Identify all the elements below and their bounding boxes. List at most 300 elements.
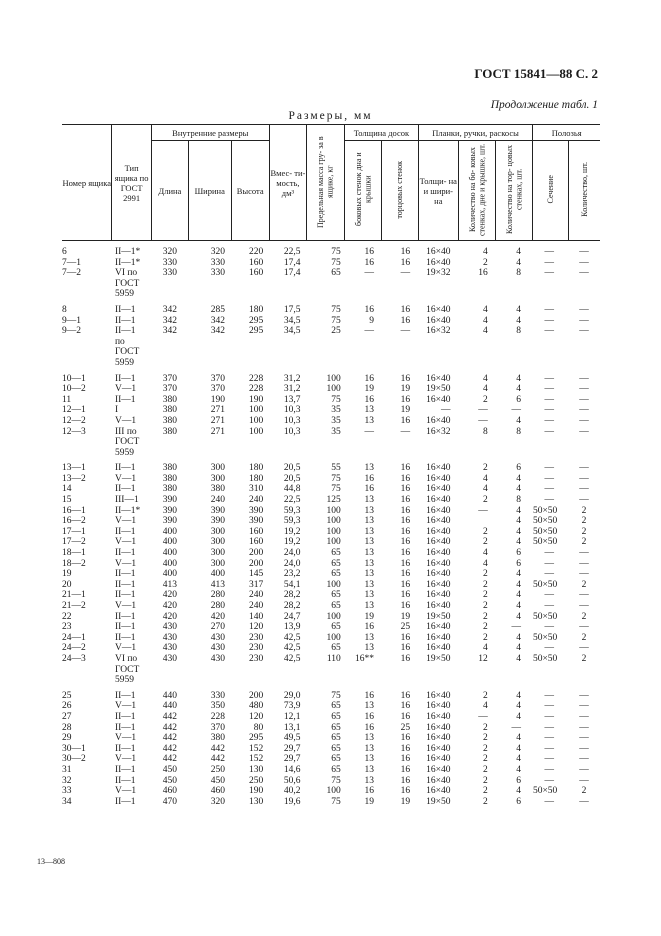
cell-m: 100 (326, 505, 341, 516)
cell-h: 220 (249, 247, 264, 257)
cell-rs: — (544, 775, 555, 786)
cell-e (382, 358, 418, 369)
cell-rs (533, 448, 568, 459)
table-row (62, 395, 600, 406)
cell-n: 25 (62, 690, 72, 701)
cell-t: ГОСТ (114, 278, 140, 289)
cell-ps: 2 (482, 622, 488, 633)
cell-rs: — (544, 743, 555, 754)
cell-pe: 4 (516, 701, 521, 712)
cell-n: 18—1 (62, 548, 86, 559)
table-row (62, 633, 600, 644)
cell-e: 16 (400, 743, 411, 754)
cell-h: 130 (249, 764, 264, 775)
cell-v: 23,2 (283, 569, 301, 580)
cell-rs: — (544, 548, 555, 559)
cell-rq: — (579, 643, 589, 654)
cell-l: 460 (162, 786, 177, 797)
cell-e (382, 279, 418, 290)
cell-m (307, 665, 345, 676)
cell-m: 65 (331, 590, 341, 601)
table-row (62, 289, 600, 300)
cell-m: 65 (331, 743, 341, 754)
cell-m (307, 358, 345, 369)
cell-pe (496, 675, 533, 686)
cell-v: 22,5 (283, 247, 301, 257)
cell-h (231, 279, 269, 290)
cell-w: 330 (210, 690, 225, 701)
cell-t: II—1 (114, 743, 136, 754)
cell-m: 100 (326, 373, 341, 384)
cell-ps: 4 (482, 548, 488, 559)
cell-l: 400 (162, 548, 177, 559)
cell-s: 13 (364, 415, 374, 426)
cell-ps: — (478, 405, 488, 416)
cell-h: 160 (249, 257, 264, 268)
cell-m: 75 (331, 484, 341, 495)
cell-rs: — (544, 754, 555, 765)
cell-w: 285 (210, 304, 225, 315)
table-row (62, 590, 600, 601)
cell-s: 13 (364, 463, 374, 474)
cell-rq: — (579, 569, 589, 580)
cell-t: II—1* (114, 247, 141, 257)
cell-h: 160 (249, 526, 264, 537)
cell-v: 42,5 (283, 632, 301, 643)
table-row (62, 537, 600, 548)
cell-p: 16×40 (426, 569, 451, 580)
cell-m (307, 347, 345, 358)
cell-t: II—1 (114, 315, 136, 326)
cell-t: V—1 (114, 643, 137, 654)
cell-e: 19 (400, 611, 411, 622)
cell-t: V—1 (114, 601, 137, 611)
cell-pe: 4 (516, 516, 521, 527)
cell-m: 75 (331, 394, 341, 405)
cell-pe: — (511, 622, 521, 633)
cell-e: 16 (400, 632, 411, 643)
table-row (62, 427, 600, 438)
cell-w: 330 (210, 257, 225, 268)
cell-h: 80 (253, 722, 264, 733)
cell-l: 330 (162, 268, 177, 279)
cell-t: II—1* (114, 257, 141, 268)
cell-v: 20,5 (283, 473, 301, 484)
cell-p: — (441, 405, 451, 416)
cell-ps: 4 (482, 304, 488, 315)
cell-pe: 4 (516, 373, 521, 384)
cell-l: 390 (162, 495, 177, 506)
cell-pe: 6 (516, 394, 521, 405)
cell-rq: — (579, 463, 589, 474)
cell-m: 65 (331, 622, 341, 633)
cell-l: 420 (162, 611, 177, 622)
cell-w: 270 (210, 622, 225, 633)
cell-w (188, 448, 231, 459)
cell-w: 320 (210, 796, 225, 807)
cell-w: 300 (210, 537, 225, 548)
cell-v (269, 347, 306, 358)
cell-rq: 2 (581, 579, 587, 590)
cell-l: 400 (162, 526, 177, 537)
cell-e (382, 347, 418, 358)
cell-t: II—1 (114, 722, 136, 733)
cell-e: 16 (400, 653, 411, 664)
table-row (62, 495, 600, 506)
col-header-inner-sizes: Внутренние размеры (151, 125, 269, 141)
cell-p: 16×32 (426, 426, 451, 437)
cell-h: 190 (249, 394, 264, 405)
cell-s: — (364, 268, 374, 279)
cell-v: 59,3 (283, 505, 301, 516)
cell-m: 55 (331, 463, 341, 474)
cell-e: 16 (400, 590, 411, 601)
cell-m: 65 (331, 268, 341, 279)
table-row (62, 527, 600, 538)
cell-p: 16×40 (426, 643, 451, 654)
cell-t: VI по (114, 268, 138, 279)
table-row (62, 701, 600, 712)
table-row (62, 279, 600, 290)
cell-h: 295 (249, 315, 264, 326)
cell-w: 250 (210, 764, 225, 775)
cell-ps: 2 (482, 257, 488, 268)
cell-t: V—1 (114, 384, 137, 395)
cell-t: II—1 (114, 690, 136, 701)
cell-m: 65 (331, 601, 341, 611)
cell-t: II—1 (114, 526, 136, 537)
cell-s: 16** (354, 653, 374, 664)
cell-rs: 50×50 (532, 526, 558, 537)
cell-rs: — (544, 373, 555, 384)
cell-w: 420 (210, 611, 225, 622)
cell-w (188, 347, 231, 358)
cell-e: 16 (400, 537, 411, 548)
cell-ps: 2 (482, 796, 488, 807)
cell-rq: — (579, 558, 589, 569)
cell-rs: 50×50 (532, 537, 558, 548)
cell-l: 413 (162, 579, 177, 590)
cell-v: 31,2 (283, 373, 301, 384)
cell-s (345, 289, 382, 300)
cell-ps (459, 516, 496, 527)
cell-w: 350 (210, 701, 225, 712)
cell-n: 9—2 (62, 326, 81, 337)
cell-p: 16×40 (426, 505, 451, 516)
cell-v: 10,3 (283, 405, 301, 416)
cell-rq: 2 (581, 611, 587, 622)
cell-m: 125 (326, 495, 341, 506)
cell-m: 100 (326, 516, 341, 527)
cell-p: 16×40 (426, 632, 451, 643)
cell-n (62, 665, 112, 676)
cell-e: 16 (400, 257, 411, 268)
cell-h: 228 (249, 384, 264, 395)
cell-v: 73,9 (283, 701, 301, 712)
cell-w: 271 (210, 415, 225, 426)
cell-rq: 2 (581, 786, 587, 797)
col-header-strip-section (533, 141, 568, 241)
cell-m: 65 (331, 643, 341, 654)
cell-s (345, 337, 382, 348)
cell-rs (533, 665, 568, 676)
cell-w: 320 (210, 247, 225, 257)
cell-l (151, 279, 188, 290)
cell-rs: — (544, 384, 555, 395)
cell-m: 110 (326, 653, 341, 664)
cell-rq: — (579, 257, 589, 268)
cell-e (382, 448, 418, 459)
cell-rs: — (544, 764, 555, 775)
cell-t: II—1 (114, 622, 136, 633)
cell-l: 442 (162, 743, 177, 754)
cell-s: 13 (364, 643, 374, 654)
cell-ps: 16 (478, 268, 488, 279)
cell-e: 16 (400, 463, 411, 474)
cell-h: 100 (249, 415, 264, 426)
cell-p: 16×40 (426, 722, 451, 733)
cell-pe (496, 665, 533, 676)
cell-t: III—1 (114, 495, 139, 506)
cell-n: 13—2 (62, 473, 86, 484)
cell-l: 342 (162, 315, 177, 326)
cell-l: 442 (162, 754, 177, 765)
cell-n: 7—1 (62, 257, 81, 268)
cell-rs (533, 347, 568, 358)
cell-w: 300 (210, 526, 225, 537)
cell-rq (568, 289, 600, 300)
cell-l: 420 (162, 601, 177, 611)
cell-e (382, 675, 418, 686)
cell-ps (459, 279, 496, 290)
cell-m: 65 (331, 754, 341, 765)
cell-ps (459, 448, 496, 459)
cell-v: 17,4 (283, 268, 301, 279)
cell-ps: 2 (482, 754, 488, 765)
cell-s: 13 (364, 405, 374, 416)
cell-m: 100 (326, 579, 341, 590)
cell-t: ГОСТ (114, 664, 140, 675)
cell-ps: 2 (482, 590, 488, 601)
cell-w: 240 (210, 495, 225, 506)
cell-p: 16×40 (426, 315, 451, 326)
cell-e: 16 (400, 495, 411, 506)
cell-rq: — (579, 484, 589, 495)
cell-t: II—1 (114, 796, 136, 807)
cell-rq (568, 665, 600, 676)
cell-rs: — (544, 722, 555, 733)
cell-ps: 2 (482, 690, 488, 701)
cell-e: 16 (400, 764, 411, 775)
cell-n: 30—2 (62, 754, 86, 765)
cell-w: 430 (210, 632, 225, 643)
cell-m: 75 (331, 315, 341, 326)
cell-v: 12,1 (283, 711, 301, 722)
cell-rs: — (544, 733, 555, 744)
cell-h: 200 (249, 690, 264, 701)
cell-rs: — (544, 622, 555, 633)
cell-n: 10—1 (62, 373, 86, 384)
cell-v: 13,7 (283, 394, 301, 405)
cell-h: 140 (249, 611, 264, 622)
cell-ps: — (478, 505, 488, 516)
cell-s: 16 (364, 257, 374, 268)
cell-ps: 12 (478, 653, 488, 664)
cell-s: 13 (364, 516, 374, 527)
cell-l: 440 (162, 701, 177, 712)
cell-n: 6 (62, 247, 67, 257)
cell-e: 16 (400, 315, 411, 326)
cell-w: 400 (210, 569, 225, 580)
cell-ps: 4 (482, 558, 488, 569)
cell-p: 16×40 (426, 579, 451, 590)
cell-rs: — (544, 643, 555, 654)
cell-rs: — (544, 463, 555, 474)
cell-ps (459, 665, 496, 676)
table-row (62, 506, 600, 517)
table-row (62, 484, 600, 495)
cell-rq: — (579, 247, 589, 257)
cell-e: 16 (400, 711, 411, 722)
cell-w: 190 (210, 394, 225, 405)
cell-rs: 50×50 (532, 516, 558, 527)
cell-n: 16—2 (62, 516, 86, 527)
cell-pe (496, 358, 533, 369)
cell-h (231, 347, 269, 358)
cell-m: 65 (331, 569, 341, 580)
col-header-max-mass-text: Предельная масса гру- за в ящике, кг (316, 135, 335, 228)
cell-h: 390 (249, 505, 264, 516)
cell-s (345, 665, 382, 676)
cell-l: 380 (162, 394, 177, 405)
cell-p (418, 437, 458, 448)
cell-s: 16 (364, 711, 374, 722)
cell-s: 13 (364, 601, 374, 611)
cell-n (62, 437, 112, 448)
cell-l: 442 (162, 733, 177, 744)
cell-t: V—1 (114, 516, 137, 527)
cell-h (231, 437, 269, 448)
cell-w: 442 (210, 743, 225, 754)
cell-h: 310 (249, 484, 264, 495)
cell-e: 16 (400, 415, 411, 426)
cell-pe: 4 (516, 484, 521, 495)
cell-ps: 2 (482, 764, 488, 775)
cell-v (269, 279, 306, 290)
cell-l: 400 (162, 569, 177, 580)
cell-ps (459, 358, 496, 369)
col-header-plank-side-qty-text: Количество на бо- ковых стенках, дне и крышке, шт. (467, 143, 487, 236)
cell-n: 24—2 (62, 643, 86, 654)
cell-m: 65 (331, 558, 341, 569)
cell-rq: — (579, 304, 589, 315)
cell-e (382, 337, 418, 348)
cell-l: 380 (162, 415, 177, 426)
cell-m: 35 (331, 426, 341, 437)
cell-l (151, 289, 188, 300)
cell-ps: 2 (482, 786, 488, 797)
cell-ps: 2 (482, 632, 488, 643)
cell-p (418, 279, 458, 290)
cell-h: 120 (249, 711, 264, 722)
cell-n: 11 (62, 394, 72, 405)
cell-t: II—1 (114, 463, 136, 474)
cell-e: 16 (400, 516, 411, 527)
cell-w: 380 (210, 484, 225, 495)
cell-l: 342 (162, 304, 177, 315)
cell-w: 370 (210, 384, 225, 395)
cell-rq: — (579, 601, 589, 611)
cell-v: 40,2 (283, 786, 301, 797)
table-row (62, 258, 600, 269)
cell-s: 13 (364, 632, 374, 643)
cell-e: 16 (400, 569, 411, 580)
cell-rs: 50×50 (532, 579, 558, 590)
cell-h: 152 (249, 754, 264, 765)
cell-t: II—1 (114, 579, 136, 590)
cell-l: 430 (162, 632, 177, 643)
cell-rs: — (544, 304, 555, 315)
cell-rs (533, 675, 568, 686)
table-row (62, 776, 600, 787)
cell-rq: — (579, 373, 589, 384)
cell-rq: — (579, 690, 589, 701)
col-header-capacity: Вмес- ти- мость, дм³ (269, 125, 306, 241)
cell-pe: 4 (516, 569, 521, 580)
cell-h: 152 (249, 743, 264, 754)
cell-n: 18—2 (62, 558, 86, 569)
cell-ps: 2 (482, 569, 488, 580)
cell-l: 420 (162, 590, 177, 601)
cell-p: 16×32 (426, 326, 451, 337)
cell-h: 200 (249, 548, 264, 559)
cell-w (188, 279, 231, 290)
cell-w (188, 358, 231, 369)
cell-pe: 4 (516, 754, 521, 765)
cell-rs: — (544, 247, 555, 257)
cell-rq: — (579, 394, 589, 405)
cell-t: ГОСТ (114, 437, 140, 448)
cell-pe: 4 (516, 526, 521, 537)
cell-rs: — (544, 415, 555, 426)
cell-v: 28,2 (283, 601, 301, 611)
col-header-plank-end-qty (496, 141, 533, 241)
cell-h: 130 (249, 796, 264, 807)
cell-pe: 6 (516, 775, 521, 786)
cell-w: 280 (210, 601, 225, 611)
cell-t: II—1 (114, 590, 136, 601)
cell-w: 380 (210, 733, 225, 744)
cell-rq: — (579, 473, 589, 484)
cell-rs: 50×50 (532, 505, 558, 516)
cell-n: 29 (62, 733, 72, 744)
cell-pe: 8 (516, 426, 521, 437)
cell-p: 19×50 (426, 384, 451, 395)
cell-p: 16×40 (426, 590, 451, 601)
cell-t: V—1 (114, 415, 137, 426)
cell-n: 31 (62, 764, 72, 775)
cell-n: 33 (62, 786, 72, 797)
cell-pe: 4 (516, 384, 521, 395)
cell-e: 16 (400, 733, 411, 744)
table-body (62, 241, 600, 808)
col-header-strip-qty (568, 141, 600, 241)
cell-n: 15 (62, 495, 72, 506)
cell-e: 16 (400, 601, 411, 611)
cell-m: 25 (331, 326, 341, 337)
cell-p: 16×40 (426, 373, 451, 384)
cell-l: 370 (162, 384, 177, 395)
